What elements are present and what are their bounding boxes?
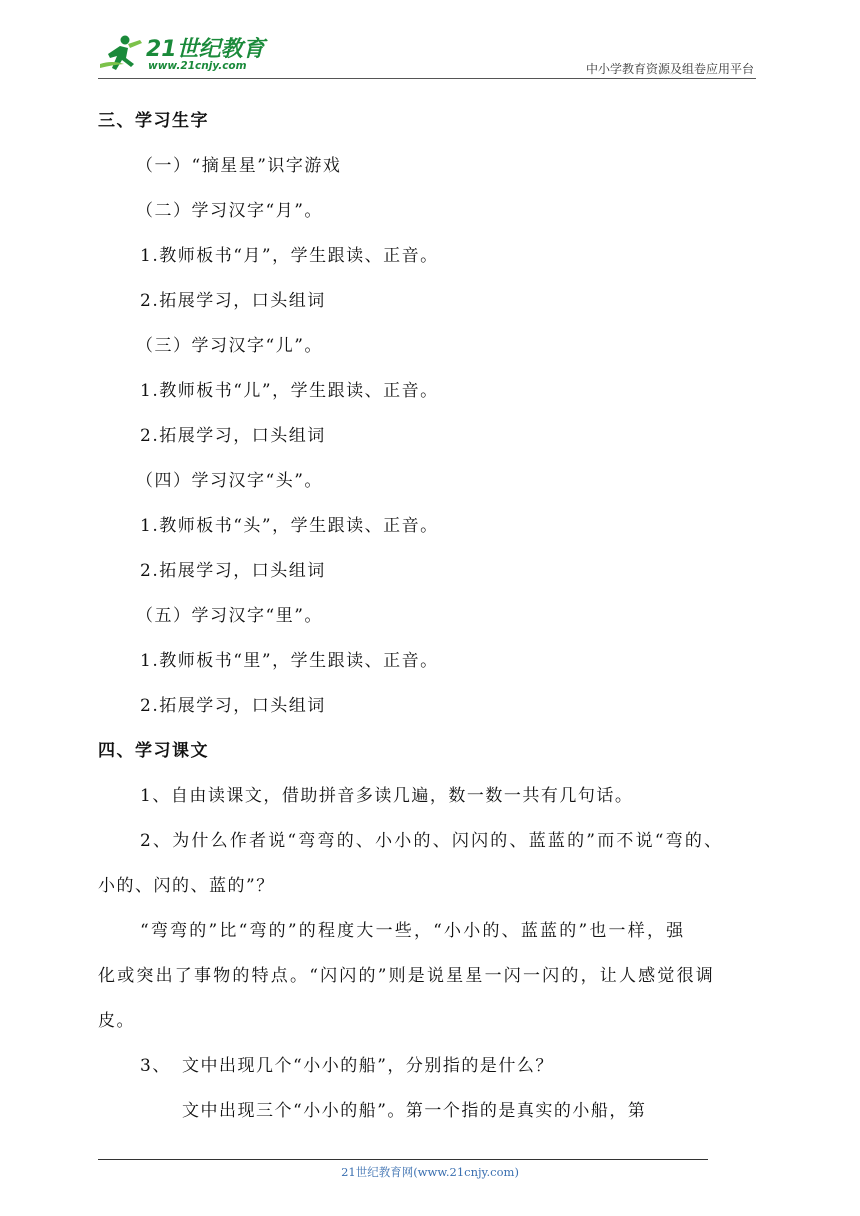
subsection-2: （二）学习汉字“月”。 — [136, 201, 323, 221]
header-divider — [98, 78, 756, 79]
subsection-4: （四）学习汉字“头”。 — [136, 471, 323, 491]
list-item: 2.拓展学习，口头组词 — [140, 426, 326, 446]
runner-logo-icon — [98, 34, 144, 74]
paragraph: 2、为什么作者说“弯弯的、小小的、闪闪的、蓝蓝的”而不说“弯的、 — [140, 831, 724, 851]
list-item: 2.拓展学习，口头组词 — [140, 696, 326, 716]
logo-text: 21世纪教育 — [146, 37, 265, 62]
footer-divider — [98, 1159, 708, 1160]
list-item: 2.拓展学习，口头组词 — [140, 291, 326, 311]
section-heading-3: 三、学习生字 — [98, 111, 209, 131]
list-item: 2.拓展学习，口头组词 — [140, 561, 326, 581]
paragraph: 小的、闪的、蓝的”？ — [98, 876, 275, 896]
list-item: 1.教师板书“头”，学生跟读、正音。 — [140, 516, 439, 536]
paragraph: 1、自由读课文，借助拼音多读几遍，数一数一共有几句话。 — [140, 786, 634, 806]
platform-tagline: 中小学教育资源及组卷应用平台 — [585, 62, 754, 76]
site-logo[interactable] — [98, 30, 278, 78]
list-item: 1.教师板书“里”，学生跟读、正音。 — [140, 651, 439, 671]
paragraph: 文中出现三个“小小的船”。第一个指的是真实的小船，第 — [182, 1101, 647, 1121]
section-heading-4: 四、学习课文 — [98, 741, 209, 761]
question-number: 3、 — [140, 1056, 171, 1076]
subsection-5: （五）学习汉字“里”。 — [136, 606, 323, 626]
paragraph: 皮。 — [98, 1011, 135, 1031]
list-item: 1.教师板书“儿”，学生跟读、正音。 — [140, 381, 439, 401]
list-item: 1.教师板书“月”，学生跟读、正音。 — [140, 246, 439, 266]
logo-url: www.21cnjy.com — [148, 60, 247, 72]
subsection-1: （一）“摘星星”识字游戏 — [136, 156, 342, 176]
subsection-3: （三）学习汉字“儿”。 — [136, 336, 323, 356]
question-text: 文中出现几个“小小的船”，分别指的是什么？ — [182, 1056, 554, 1076]
footer-link[interactable]: 21世纪教育网(www.21cnjy.com) — [341, 1165, 519, 1179]
paragraph: 化或突出了事物的特点。“闪闪的”则是说星星一闪一闪的，让人感觉很调 — [98, 966, 715, 986]
paragraph: “弯弯的”比“弯的”的程度大一些，“小小的、蓝蓝的”也一样，强 — [140, 921, 686, 941]
page-header — [98, 30, 756, 82]
